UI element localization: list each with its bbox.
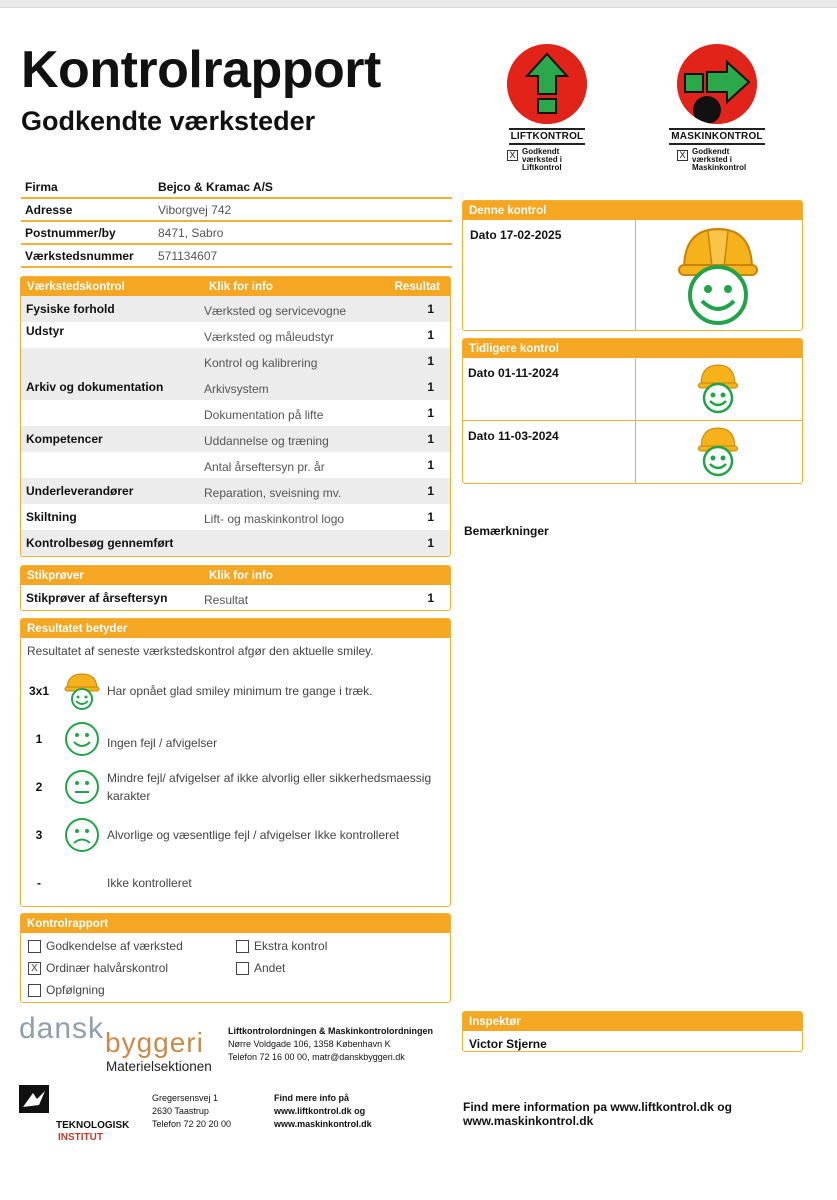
arrow-up-icon	[507, 44, 587, 124]
logo-byggeri: byggeri	[105, 1027, 204, 1058]
page-subtitle: Godkendte værksteder	[21, 106, 316, 136]
badge-checkbox: X	[507, 150, 518, 161]
header-col-info[interactable]: Klik for info	[209, 280, 273, 293]
more-info-left	[274, 1092, 372, 1131]
ti-sub-line: INSTITUT	[58, 1132, 103, 1143]
row-category: Arkiv og dokumentation	[26, 380, 164, 394]
liftkontrol-link[interactable]: www.liftkontrol.dk og	[274, 1106, 366, 1116]
row-info-link[interactable]: Værksted og måleudstyr	[204, 330, 335, 344]
logo-dansk: dansk	[19, 1012, 105, 1045]
row-result: 1	[427, 432, 434, 446]
row-result: 1	[427, 380, 434, 394]
previous-date: Dato 11-03-2024	[468, 429, 559, 443]
panel-header: Kontrolrapport	[21, 914, 450, 933]
row-info-link[interactable]: Værksted og servicevogne	[204, 304, 347, 318]
table-row	[21, 478, 450, 504]
previous-control-panel	[462, 338, 803, 484]
remarks-label: Bemærkninger	[464, 524, 549, 538]
helmet-smiley-icon	[697, 425, 739, 482]
org-info	[228, 1025, 433, 1064]
legend-number: 1	[35, 732, 43, 746]
row-result: 1	[427, 458, 434, 472]
table-row	[21, 296, 450, 322]
ti-name-line: TEKNOLOGISK	[56, 1120, 130, 1131]
header-col-category: Værkstedskontrol	[27, 280, 125, 293]
row-info-link[interactable]: Uddannelse og træning	[204, 434, 329, 448]
table-row	[21, 322, 450, 348]
row-result: 1	[427, 484, 434, 498]
samples-panel	[20, 565, 451, 611]
more-info-line: Find mere info på	[274, 1093, 350, 1103]
inspector-panel	[462, 1011, 803, 1052]
legend-row	[21, 671, 451, 711]
row-info-link[interactable]: Dokumentation på lifte	[204, 408, 324, 422]
result-meaning-panel	[20, 618, 451, 907]
panel-header: Tidligere kontrol	[463, 339, 802, 358]
table-row	[21, 530, 450, 556]
info-row-vaerkstedsnummer	[21, 245, 452, 268]
header-col-result: Resultat	[394, 280, 440, 293]
legend-text: Ingen fejl / afvigelser	[107, 736, 218, 750]
panel-header: Inspektør	[463, 1012, 802, 1031]
info-label: Postnummer/by	[25, 225, 116, 240]
row-result: 1	[427, 328, 434, 342]
row-info-link[interactable]: Reparation, sveisning mv.	[204, 486, 342, 500]
legend-text: Ikke kontrolleret	[107, 876, 192, 890]
panel-header: Resultatet betyder	[21, 619, 450, 638]
row-category: Underleverandører	[26, 484, 134, 498]
info-row-postnummer	[21, 222, 452, 245]
option-ekstra[interactable]	[236, 939, 327, 953]
table-row	[21, 585, 450, 611]
legend-text: Har opnået glad smiley minimum tre gange i træk.	[107, 684, 373, 698]
table-row	[21, 504, 450, 530]
legend-row	[21, 719, 451, 759]
panel-header	[21, 566, 450, 585]
inspector-name: Victor Stjerne	[469, 1037, 547, 1051]
badge-label: LIFTKONTROL	[509, 128, 586, 145]
helmet-smiley-icon	[57, 671, 107, 711]
workshop-control-panel	[20, 276, 451, 557]
ti-addr-line: 2630 Taastrup	[152, 1106, 209, 1116]
org-contact: Telefon 72 16 00 00, matr@danskbyggeri.dk	[228, 1052, 405, 1062]
arrow-right-icon	[677, 44, 757, 124]
badge-text: Godkendt værksted i Liftkontrol	[522, 147, 563, 172]
row-category: Kompetencer	[26, 432, 103, 446]
table-row	[21, 426, 450, 452]
checkbox[interactable]	[236, 940, 249, 953]
legend-row	[21, 815, 451, 855]
legend-number: 2	[35, 780, 43, 794]
checkbox[interactable]: X	[28, 962, 41, 975]
table-row	[21, 374, 450, 400]
option-label: Godkendelse af værksted	[46, 939, 183, 953]
option-godkendelse[interactable]	[28, 939, 183, 953]
ti-addr-line: Gregersensvej 1	[152, 1093, 219, 1103]
info-value: 571134607	[158, 248, 218, 263]
report-type-panel	[20, 913, 451, 1003]
current-control-panel	[462, 200, 803, 331]
ti-address	[152, 1092, 231, 1131]
legend-row	[21, 767, 451, 807]
current-date: Dato 17-02-2025	[470, 228, 562, 242]
info-label: Adresse	[25, 202, 73, 217]
row-result: 1	[427, 406, 434, 420]
badge-checkbox: X	[677, 150, 688, 161]
option-ordinaer[interactable]	[28, 961, 168, 975]
row-info-link[interactable]: Kontrol og kalibrering	[204, 356, 318, 370]
checkbox[interactable]	[236, 962, 249, 975]
option-label: Andet	[254, 961, 286, 975]
info-row-adresse	[21, 199, 452, 222]
legend-number: 3	[35, 828, 43, 842]
row-result: 1	[427, 536, 434, 550]
row-info-link[interactable]: Resultat	[204, 593, 249, 607]
legend-number: 3x1	[28, 684, 50, 698]
teknologisk-institut-logo	[19, 1085, 49, 1113]
row-category: Fysiske forhold	[26, 302, 115, 316]
neutral-smiley-icon	[57, 769, 107, 805]
info-label: Værkstedsnummer	[25, 248, 134, 263]
org-title: Liftkontrolordningen & Maskinkontrolordningen	[228, 1026, 433, 1036]
row-result: 1	[427, 510, 434, 524]
option-opfoelgning[interactable]	[28, 983, 105, 997]
row-category: Skiltning	[26, 510, 77, 524]
row-result: 1	[427, 591, 434, 605]
org-address: Nørre Voldgade 106, 1358 København K	[228, 1039, 391, 1049]
dansk-byggeri-logo	[19, 1012, 219, 1076]
header-col-info[interactable]: Klik for info	[209, 569, 273, 582]
row-info-link[interactable]: Antal årseftersyn pr. år	[204, 460, 325, 474]
badge-label: MASKINKONTROL	[669, 128, 764, 145]
info-value: Bejco & Kramac A/S	[158, 179, 273, 194]
row-category: Stikprøver af årseftersyn	[26, 591, 168, 605]
helmet-smiley-icon	[676, 223, 760, 331]
option-andet[interactable]	[236, 961, 285, 975]
legend-number: -	[37, 876, 41, 890]
info-value: 8471, Sabro	[158, 225, 224, 240]
legend-row	[21, 863, 451, 903]
row-info-link[interactable]: Arkivsystem	[204, 382, 269, 396]
table-row	[21, 400, 450, 426]
info-row-firma	[21, 176, 452, 199]
checkbox[interactable]	[28, 940, 41, 953]
sad-smiley-icon	[57, 817, 107, 853]
checkbox[interactable]	[28, 984, 41, 997]
ti-name	[56, 1120, 129, 1144]
table-row	[21, 348, 450, 374]
row-info-link[interactable]: Lift- og maskinkontrol logo	[204, 512, 345, 526]
row-info-link	[281, 541, 414, 545]
info-label: Firma	[25, 179, 58, 194]
logo-section: Materielsektionen	[106, 1059, 212, 1074]
row-category: Kontrolbesøg gennemført	[26, 536, 174, 550]
maskinkontrol-link[interactable]: www.maskinkontrol.dk	[274, 1119, 372, 1129]
page-title: Kontrolrapport	[21, 41, 381, 99]
option-label: Opfølgning	[46, 983, 105, 997]
legend-text: Alvorlige og væsentlige fejl / afvigelser Ikke kontrolleret	[107, 828, 400, 842]
helmet-smiley-icon	[697, 362, 739, 419]
row-result: 1	[427, 302, 434, 316]
window-top-bar	[0, 0, 837, 8]
maskinkontrol-badge	[667, 44, 767, 172]
liftkontrol-badge	[497, 44, 597, 172]
info-value: Viborgvej 742	[158, 202, 232, 217]
row-category: Udstyr	[26, 324, 65, 338]
more-info-right: Find mere information pa www.liftkontrol.dk og www.maskinkontrol.dk	[463, 1100, 732, 1128]
ti-phone: Telefon 72 20 20 00	[152, 1119, 232, 1129]
header-col-category: Stikprøver	[27, 569, 84, 582]
meaning-intro: Resultatet af seneste værkstedskontrol afgør den aktuelle smiley.	[27, 644, 374, 658]
legend-text: Mindre fejl/ afvigelser af ikke alvorlig eller sikkerhedsmaessig karakter	[107, 771, 432, 803]
table-row	[21, 452, 450, 478]
panel-header	[21, 277, 450, 296]
happy-smiley-icon	[57, 721, 107, 757]
company-info	[21, 176, 452, 268]
panel-header: Denne kontrol	[463, 201, 802, 220]
previous-date: Dato 01-11-2024	[468, 366, 559, 380]
badge-text: Godkendt værksted i Maskinkontrol	[692, 147, 747, 172]
row-result: 1	[427, 354, 434, 368]
option-label: Ekstra kontrol	[254, 939, 328, 953]
option-label: Ordinær halvårskontrol	[46, 961, 169, 975]
